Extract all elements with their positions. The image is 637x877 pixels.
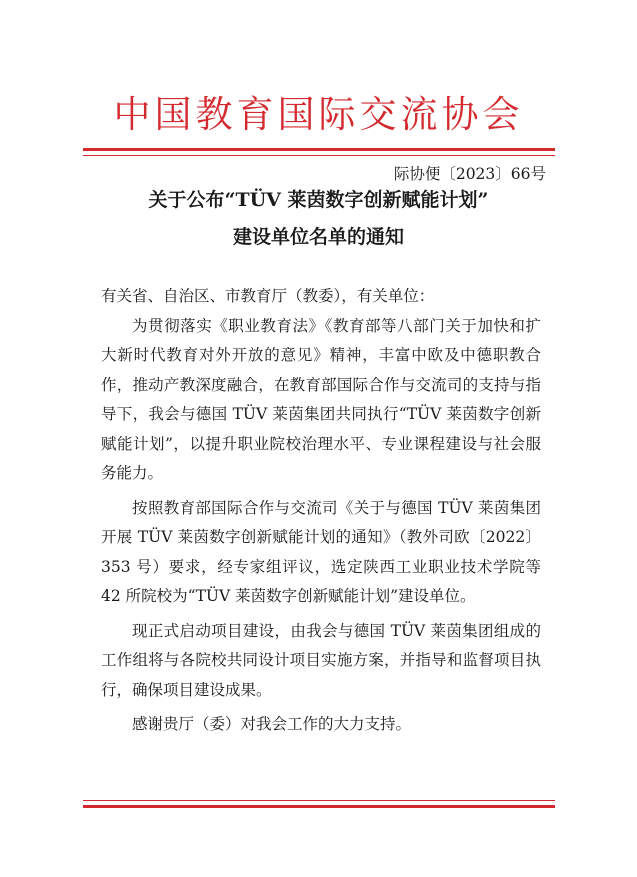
notice-title-line-1: 关于公布“TÜV 莱茵数字创新赋能计划” [148,189,489,211]
body-paragraph-2: 按照教育部国际合作与交流司《关于与德国 TÜV 莱茵集团开展 TÜV 莱茵数字创新赋能计划的通知》（教外司欧〔2022〕353 号）要求，经专家组评议，选定陕西工业职业技术学院等 42 所院校为“TÜV 莱茵数字创新赋能计划”建设单位。 [101,498,541,605]
footer-red-rule-thick [83,805,555,808]
organization-name-header: 中国教育国际交流协会 [113,93,524,136]
header-red-rule-thin [83,155,555,156]
footer-red-rule-thin [83,800,555,801]
body-paragraph-3: 现正式启动项目建设，由我会与德国 TÜV 莱茵集团组成的工作组将与各院校共同设计项目实施方案，并指导和监督项目执行，确保项目建设成果。 [101,621,541,699]
salutation: 有关省、自治区、市教育厅（教委），有关单位： [101,287,435,305]
header-red-rule-thick [83,148,555,151]
notice-title-line-2: 建设单位名单的通知 [232,226,404,248]
document-number: 际协便〔2023〕66号 [393,165,546,183]
body-paragraph-1: 为贯彻落实《职业教育法》《教育部等八部门关于加快和扩大新时代教育对外开放的意见》精神，丰富中欧及中德职教合作，推动产教深度融合，在教育部国际合作与交流司的支持与指导下，我会与德国 TÜV 莱茵集团共同执行“TÜV 莱茵数字创新赋能计划”，以提升职业院校治理水平、专业课程建设与社会服务能力。 [101,316,541,482]
body-paragraph-4: 感谢贵厅（委）对我会工作的大力支持。 [132,715,412,733]
notice-body [101,282,541,745]
